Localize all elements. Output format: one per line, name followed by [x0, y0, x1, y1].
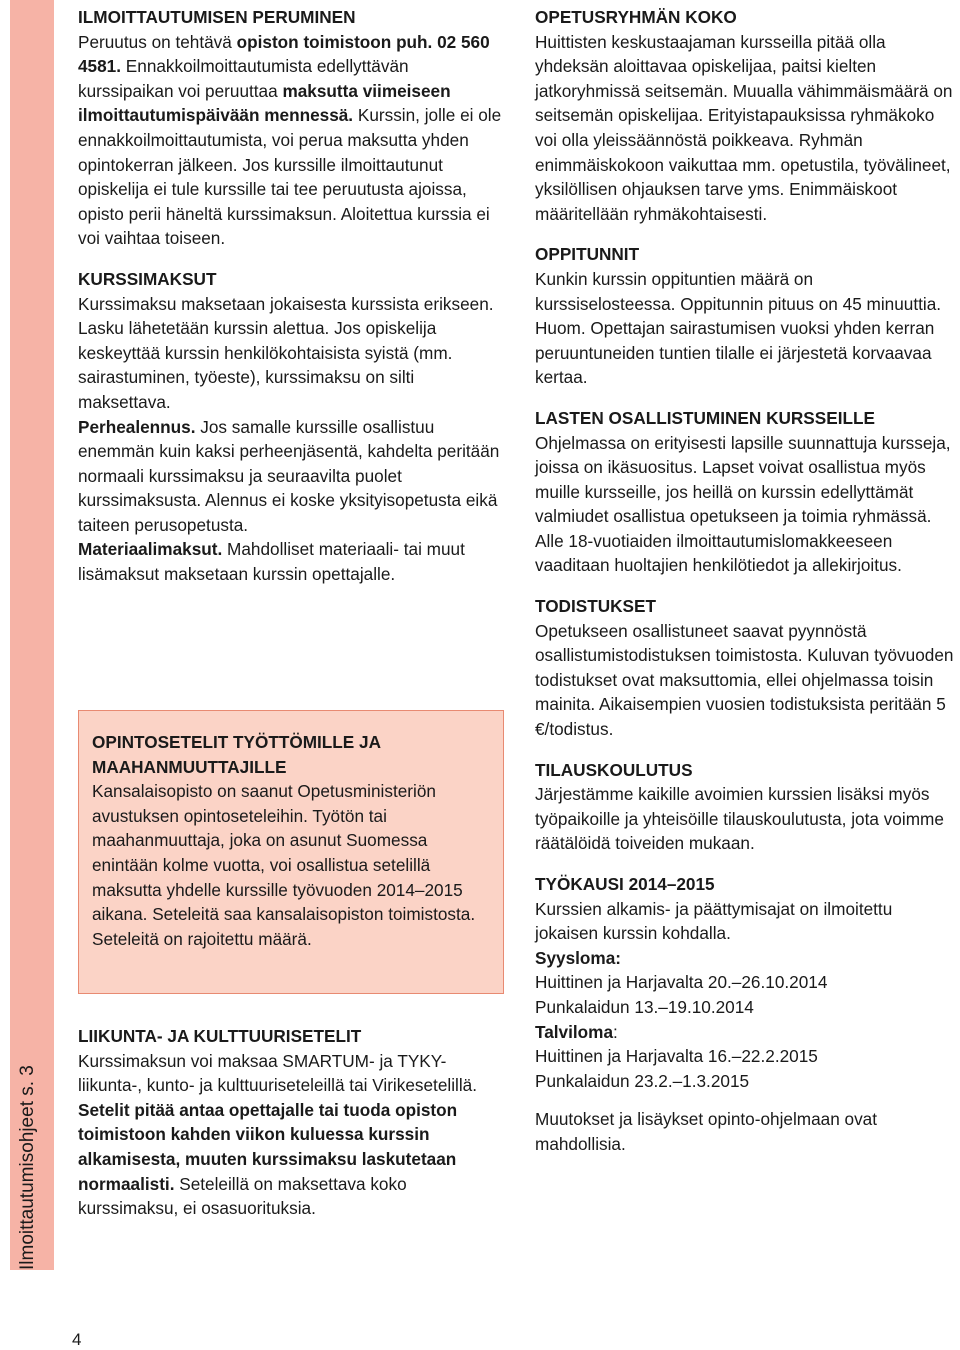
text-perhealennus-body: Jos samalle kurssille osallistuu enemmän kuin kaksi perheenjäsentä, kahdelta peritään normaali kurssimaksu ja seuraavilta puolet kurssimaksusta. Alennus ei koske yksityisopetusta eikä taiteen perusopetusta.: [78, 416, 500, 535]
section-oppitunnit: [535, 242, 955, 390]
syysloma-label: Syysloma:: [535, 947, 621, 968]
text-perhealennus: [78, 415, 508, 538]
heading-tilaus: TILAUSKOULUTUS: [535, 759, 693, 780]
text-liikunta-1: Kurssimaksun voi maksaa SMARTUM- ja TYKY-liikunta-, kunto- ja kulttuuriseteleillä tai Virikesetelillä.: [78, 1050, 477, 1096]
heading-todistukset: TODISTUKSET: [535, 596, 656, 617]
text-liikunta-bold: Setelit pitää antaa opettajalle tai tuoda opiston toimistoon kahden viikon kuluessa kurssin alkamisesta, muuten kurssimaksu laskutetaan normaalisti.: [78, 1099, 458, 1194]
label-materiaalimaksut: Materiaalimaksut.: [78, 539, 223, 560]
talviloma-label: Talviloma: [535, 1021, 614, 1042]
text-peruminen-3: Kurssin, jolle ei ole ennakkoilmoittautumista, voi perua maksutta yhden opintokerran jälkeen. Jos kurssille ilmoittautunut opiskelija ei tule kurssille tai tee peruutusta ajoissa, opisto perii häneltä kurssimaksun. Aloitettua kurssia ei voi vaihtaa toiseen.: [78, 105, 502, 249]
text-peruminen-2: Ennakkoilmoittautumista edellyttävän kurssipaikan voi peruuttaa: [78, 56, 409, 101]
opintosetelit-box: [78, 710, 504, 994]
heading-lasten: LASTEN OSALLISTUMINEN KURSSEILLE: [535, 407, 875, 428]
text-materiaalimaksut-body: Mahdolliset materiaali- tai muut lisämaksut maksetaan kurssin opettajalle.: [78, 539, 465, 585]
label-syysloma: [535, 946, 955, 971]
talviloma-1: Huittinen ja Harjavalta 16.–22.2.2015: [535, 1046, 818, 1067]
text-todistukset: Opetukseen osallistuneet saavat pyynnöstä osallistumistodistuksen toimistosta. Kuluvan työvuoden todistukset ovat maksuttomia, ellei ohjelmassa toisin mainita. Aikaisempien vuosien todistuksista peritään 5 €/todistus.: [535, 620, 954, 740]
text-liikunta-2: Seteleillä on maksettava koko kurssimaksu, ei osasuorituksia.: [78, 1173, 407, 1219]
text-tyokausi: Kurssien alkamis- ja päättymisajat on ilmoitettu jokaisen kurssin kohdalla.: [535, 898, 893, 944]
syysloma-2: Punkalaidun 13.–19.10.2014: [535, 996, 754, 1017]
text-lasten: Ohjelmassa on erityisesti lapsille suunnattuja kursseja, joissa on ikäsuositus. Lapset voivat osallistua myös muille kursseille, jos heillä on kurssin edellyttämät valmiudet osallistua opetukseen ja toimia ryhmässä. Alle 18-vuotiaiden ilmoittautumislomakkeeseen vaaditaan huoltajien henkilötiedot ja allekirjoitus.: [535, 432, 951, 576]
section-tilaus: [535, 758, 955, 856]
heading-tyokausi: TYÖKAUSI 2014–2015: [535, 874, 715, 894]
heading-oppitunnit: OPPITUNNIT: [535, 244, 640, 265]
text-peruminen: [78, 30, 508, 251]
section-peruminen: [78, 5, 508, 251]
syysloma-1: Huittinen ja Harjavalta 20.–26.10.2014: [535, 972, 828, 993]
section-liikunta: [78, 1024, 508, 1221]
left-column: [78, 5, 508, 603]
text-liikunta: [78, 1049, 508, 1221]
talviloma-colon: :: [613, 1021, 618, 1042]
section-tyokausi: [535, 872, 955, 1157]
sidebar-label: Ilmoittautumisohjeet s. 3: [17, 1065, 38, 1270]
text-peruminen-bold: maksutta viimeiseen ilmoittautumispäivään mennessä.: [78, 80, 451, 126]
section-todistukset: [535, 594, 955, 742]
right-column: [535, 5, 955, 1173]
talviloma-2: Punkalaidun 23.2.–1.3.2015: [535, 1070, 750, 1091]
section-ryhma: [535, 5, 955, 226]
text-peruminen-1: Peruutus on tehtävä: [78, 31, 237, 52]
heading-kurssimaksut: KURSSIMAKSUT: [78, 268, 217, 289]
text-oppitunnit: Kunkin kurssin oppituntien määrä on kurssiselosteessa. Oppitunnin pituus on 45 minuuttia. Huom. Opettajan sairastumisen vuoksi yhden kerran peruuntuneiden tuntien tilalle ei järjestetä korvaavaa kertaa.: [535, 268, 942, 388]
text-materiaalimaksut: [78, 537, 508, 586]
section-kurssimaksut: [78, 267, 508, 587]
text-opintosetelit: Kansalaisopisto on saanut Opetusministeriön avustuksen opintoseteleihin. Työtön tai maahanmuuttaja, joka on asunut Suomessa enintään kolme vuotta, voi osallistua setelillä maksutta yhdelle kurssille työvuoden 2014–2015 aikana. Seteleitä saa kansalaisopiston toimistosta. Seteleitä on rajoitettu määrä.: [92, 781, 476, 949]
label-talviloma: [535, 1020, 955, 1045]
text-peruminen-phone: opiston toimistoon puh. 02 560 4581.: [78, 31, 490, 77]
text-muutokset: Muutokset ja lisäykset opinto-ohjelmaan ovat mahdollisia.: [535, 1109, 878, 1154]
heading-liikunta: LIIKUNTA- JA KULTTUURISETELIT: [78, 1026, 362, 1046]
heading-peruminen: ILMOITTAUTUMISEN PERUMINEN: [78, 7, 356, 27]
label-perhealennus: Perhealennus.: [78, 416, 196, 437]
page-number: 4: [72, 1330, 82, 1349]
text-ryhma: Huittisten keskustaajaman kursseilla pitää olla yhdeksän aloittavaa opiskelijaa, paitsi kielten jatkoryhmissä seitsemän. Muualla vähimmäismäärä on seitsemän opiskelijaa. Erityistapauksissa ryhmäkoko voi olla yleissäännöstä poikkeava. Ryhmän enimmäiskokoon vaikuttaa mm. opetustila, työvälineet, yksilöllisen ohjauksen tarve yms. Enimmäiskoot määritellään ryhmäkohtaisesti.: [535, 31, 953, 224]
heading-opintosetelit: OPINTOSETELIT TYÖTTÖMILLE JA MAAHANMUUTTAJILLE: [92, 732, 381, 777]
text-kurssimaksut: Kurssimaksu maksetaan jokaisesta kurssista erikseen. Lasku lähetetään kurssin alettua. Jos opiskelija keskeyttää kurssin henkilökohtaisista syistä (mm. sairastuminen, työeste), kurssimaksu on silti maksettava.: [78, 293, 494, 412]
heading-ryhma: OPETUSRYHMÄN KOKO: [535, 7, 737, 27]
text-tilaus: Järjestämme kaikille avoimien kurssien lisäksi myös työpaikoille ja yhteisöille tilauskoulutusta, jota voimme räätälöidä toiveiden mukaan.: [535, 784, 944, 854]
section-lasten: [535, 406, 955, 578]
